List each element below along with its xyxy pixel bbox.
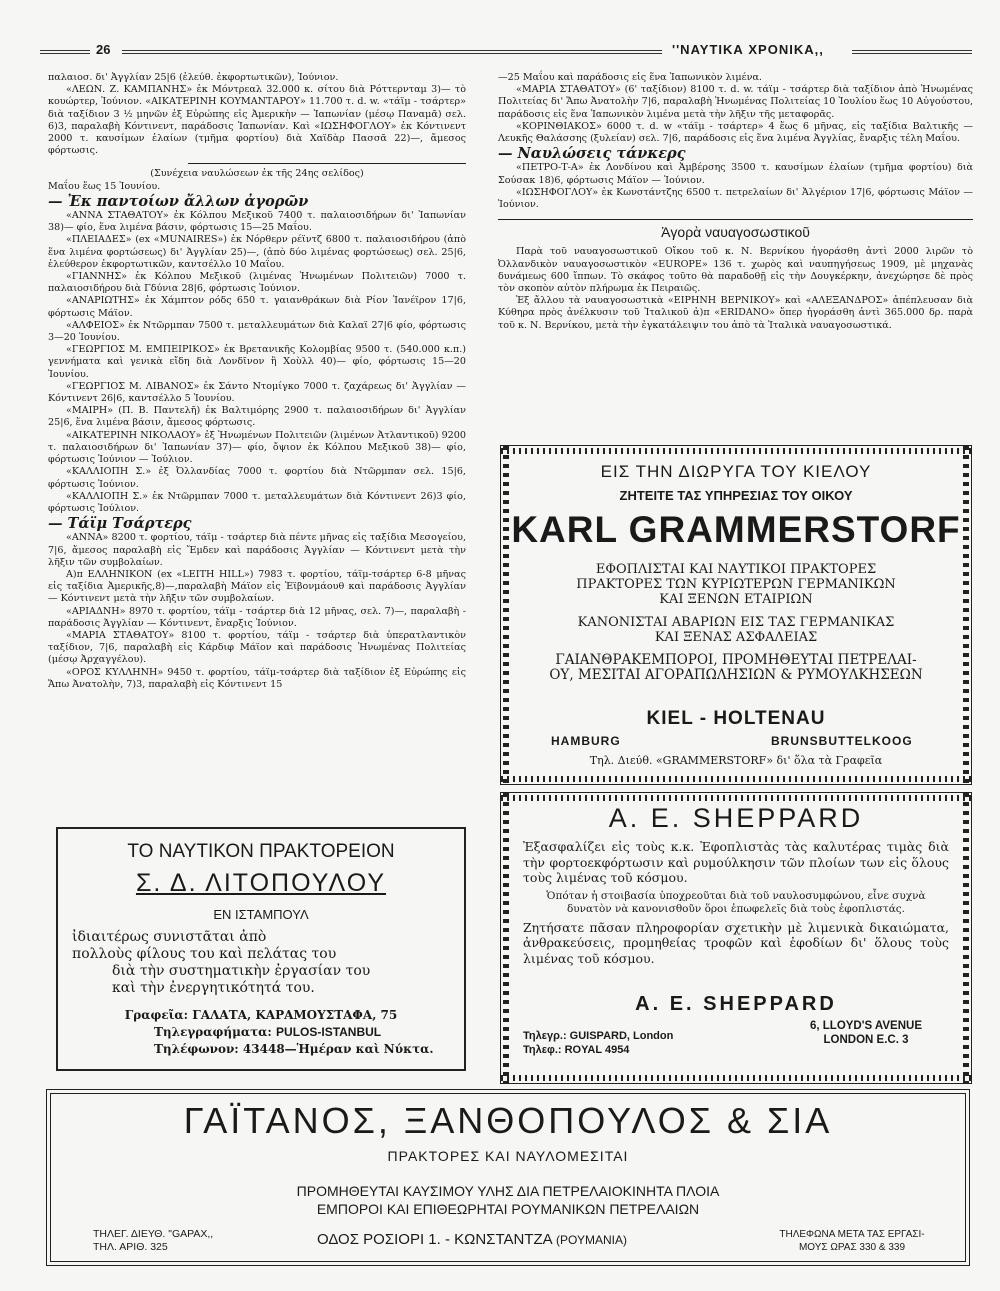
divider [188, 163, 466, 164]
ad-text-block [501, 562, 971, 683]
ad-border-pattern [963, 793, 969, 1083]
paragraph: «ΜΑΡΙΑ ΣΤΑΘΑΤΟΥ» 8100 τ. φορτίου, τάϊμ - τσάρτερ διὰ ὑπερατλαντικὸν ταξίδιον, 7|6, παραλαβὴ εἰς Κάρδιφ Μάϊον καὶ παράδοσις Ἡνωμένας Πολιτείας (μέσῳ Ἀρχαγγέλου). [48, 629, 466, 666]
header-rule [40, 50, 90, 54]
page-header [40, 42, 975, 62]
ad-border-pattern [501, 795, 971, 801]
ad-line: ΕΜΠΟΡΟΙ ΚΑΙ ΕΠΙΘΕΩΡΗΤΑΙ ΡΟΥΜΑΝΙΚΩΝ ΠΕΤΡΕΛΑΙΩΝ [316, 1201, 700, 1217]
paragraph: «ΠΕΤΡΟ-Τ-Α» ἐκ Λονδίνου καὶ Ἀμβέρσης 3500 τ. καυσίμων ἐλαίων (τμῆμα φορτίου) διὰ Σούσακ 18)6, φόρτωσις Μάϊον — Ἰούνιον. [498, 162, 973, 186]
ad-cities [501, 734, 971, 750]
ad-line: ΤΗΛΕΓ. ΔΙΕΥΘ. "GAPAX,, [93, 1228, 214, 1240]
ad-telegraph [93, 1228, 263, 1254]
section-heading: — Ἐκ παντοίων ἄλλων ἀγορῶν [48, 192, 309, 210]
ad-line: Ἐξασφαλίζει εἰς τοὺς κ.κ. Ἐφοπλιστὰς τὰς καλυτέρας τιμὰς διὰ τὴν φορτοεκφόρτωσιν καὶ ρυμούλκησιν τῶν πλοίων των εἰς ὅλους τοὺς λιμένας τοῦ κόσμου. [523, 839, 949, 885]
paragraph: «ΟΡΟΣ ΚΥΛΛΗΝΗ» 9450 τ. φορτίου, τάϊμ-τσάρτερ διὰ ταξίδιον ἐξ Εὐρώπης εἰς Ἄπω Ἀνατολὴν, 7)3, παραλαβὴ εἰς Κόντινεντ 15 [48, 666, 466, 690]
ad-value: 43448—Ἡμέραν καὶ Νύκτα. [242, 1042, 434, 1056]
paragraph: «ΠΛΕΙΑΔΕΣ» (ex «MUNAIRES») ἐκ Νόρθερν ρέϊντζ 6800 τ. παλαιοσιδήρου (ἀπὸ ἕνα λιμένα φορτώσεως) δι' Ἀγγλίαν 25)—, (ἀπὸ δύο λιμένας φορτώσεως) σελ. 25|6, ἐλεύθερον ἐκφορτωτικῶν, καντσέλλο 10 Μαΐου. [48, 234, 466, 270]
ad-location: KIEL - HOLTENAU [646, 708, 826, 729]
paragraph: «ΑΝΝΑ» 8200 τ. φορτίου, τάϊμ - τσάρτερ διὰ πέντε μῆνας εἰς ταξίδια Μεσογείου, 7|6, ἄμεσος παραλαβὴ εἰς Ἔμδεν καὶ παράδοσις Ἀγγλίαν — Κόντινεντ μετὰ τὴν λῆξιν τῶν συμβολαίων. [48, 532, 466, 568]
paragraph: «ΑΝΑΡΙΩΤΗΣ» ἐκ Χάμπτον ρόδς 650 τ. γαιανθράκων διὰ Ρίον Ἰανέϊρον 17|6, φόρτωσις Μάϊον. [48, 295, 466, 319]
ad-line: καὶ τὴν ἐνεργητικότητά του. [112, 980, 315, 996]
paragraph: —25 Μαΐου καὶ παράδοσις εἰς ἕνα Ἰαπωνικὸν λιμένα. [498, 72, 762, 83]
header-rule [122, 50, 662, 54]
ad-line: 6, LLOYD'S AVENUE [809, 1020, 922, 1032]
page-number: 26 [96, 42, 111, 57]
paragraph: Παρὰ τοῦ ναυαγοσωστικοῦ Οἴκου τοῦ κ. Ν. Βερνίκου ἠγοράσθη ἀντὶ 2000 λιρῶν τὸ Ὀλλανδικὸν ναυαγοσωστικὸν «EUROPE» 136 τ. χωρὸς καὶ ναυπηγήσεως 1909, μὲ μηχανὰς δυνάμεως 600 ἵππων. Τὸ σκάφος τοῦτο θὰ παραδοθῇ εἰς τὴν Δουγκέρκην, ἀνεχώρησε δὲ πρὸς τὸν σκοπὸν αὐτὸν πλήρωμα ἐκ Πειραιῶς. [498, 246, 973, 295]
newspaper-page [40, 32, 975, 1272]
ad-border-pattern [501, 448, 971, 454]
ad-gaitanos [46, 1089, 970, 1266]
ad-line: ΟΥ, ΜΕΣΙΤΑΙ ΑΓΟΡΑΠΩΛΗΣΙΩΝ & ΡΥΜΟΥΛΚΗΣΕΩΝ [549, 667, 923, 683]
ad-phones: ΤΗΛΕΦΩΝΑ ΜΕΤΑ ΤΑΣ ΕΡΓΑΣΙΜΟΥΣ ΩΡΑΣ 330 & 339 [779, 1229, 925, 1253]
ad-line: ΚΑΝΟΝΙΣΤΑΙ ΑΒΑΡΙΩΝ ΕΙΣ ΤΑΣ ΓΕΡΜΑΝΙΚΑΣ [577, 615, 895, 630]
paragraph: «ΛΕΩΝ. Ζ. ΚΑΜΠΑΝΗΣ» ἐκ Μόντρεαλ 32.000 κ. σίτου διὰ Ρόττερνταμ 3)— τὸ κουώρτερ, Ἰούνιον. «ΑΙΚΑΤΕΡΙΝΗ ΚΟΥΜΑΝΤΑΡΟΥ» 11.700 τ. d. w. «τάϊμ - τσάρτερ» διὰ ταξίδιον 3 ½ μηνῶν ἐξ Εὐρώπης εἰς Ἀμερικὴν — Ἰαπωνίαν (μέσῳ Παναμᾶ) σελ. 6)3, παραλαβὴ Κόντινεντ, παράδοσις Ἰαπωνίαν. Καὶ «ΙΩΣΗΦΟΓΛΟΥ» ἐκ Κόντινεντ 2000 τ. καυσίμων ἐλαίων (τμῆμα φορτίου) διὰ Χαϊδὰρ Πασσᾶ 22)—, ἄμεσος φόρτωσις. [48, 84, 466, 157]
ad-line: Ὁπόταν ἡ στοιβασία ὑποχρεοῦται διὰ τοῦ ναυλοσυμφώνου, εἶνε συχνὰ δυνατὸν νὰ κανονισθοῦν ὅροι ἐπωφελεῖς διὰ τοὺς ἐφοπλιστάς. [546, 889, 926, 915]
paragraph: «ΙΩΣΗΦΟΓΛΟΥ» ἐκ Κωνστάντζης 6500 τ. πετρελαίων δι' Ἀλγέριον 17|6, φόρτωσις Μάϊον — Ἰούνιον. [498, 186, 973, 211]
right-column [498, 72, 973, 332]
ad-subheadline: ΠΡΑΚΤΟΡΕΣ ΚΑΙ ΝΑΥΛΟΜΕΣΙΤΑΙ [387, 1148, 629, 1164]
paragraph: Μαΐου ἕως 15 Ἰουνίου. [48, 180, 161, 192]
ad-contacts [523, 1029, 783, 1057]
ad-line: ἰδιαιτέρως συνιστᾶται ἀπὸ [72, 929, 267, 945]
ad-line: LONDON E.C. 3 [823, 1034, 909, 1046]
ad-address [781, 1019, 951, 1047]
ad-line: ΚΑΙ ΞΕΝΩΝ ΕΤΑΙΡΙΩΝ [659, 592, 813, 607]
section-heading: Ἀγορὰ ναυαγοσωστικοῦ [661, 224, 810, 241]
paragraph: «ΓΕΩΡΓΙΟΣ Μ. ΕΜΠΕΙΡΙΚΟΣ» ἐκ Βρετανικῆς Κολομβίας 9500 τ. (540.000 κ.π.) γεννήματα καὶ γενικὰ εἴδη διὰ Λονδῖνον ἢ Χοὺλλ 40)— φίο, φόρτωσις 15—20 Ἰουνίου. [48, 344, 466, 380]
ad-grammerstorf [500, 445, 972, 785]
ad-line: διὰ τὴν συστηματικὴν ἐργασίαν του [112, 963, 371, 979]
paragraph: «ΜΑΙΡΗ» (Π. Β. Παντελῆ) ἐκ Βαλτιμόρης 2900 τ. παλαιοσιδήρων δι' Ἀγγλίαν 25|6, ἕνα λιμένα βάσιν, ἄμεσος φόρτωσις. [48, 405, 466, 429]
ad-line: ΠΡΑΚΤΟΡΕΣ ΤΩΝ ΚΥΡΙΩΤΕΡΩΝ ΓΕΡΜΑΝΙΚΩΝ [576, 577, 896, 592]
ad-country: (ΡΟΥΜΑΝΙΑ) [556, 1233, 627, 1247]
continuation-note: (Συνέχεια ναυλώσεων ἐκ τῆς 24ης σελίδος) [150, 168, 364, 180]
ad-label: Τηλεγραφήματα: [154, 1025, 272, 1039]
ad-label: Τηλέφωνον: [154, 1042, 239, 1056]
paragraph: «ΜΑΡΙΑ ΣΤΑΘΑΤΟΥ» (6' ταξίδιον) 8100 τ. d. w. τάϊμ - τσάρτερ διὰ ταξίδιον ἀπὸ Ἡνωμένας Πολιτείας δι' Ἄπω Ἀνατολὴν 7|6, παραλαβὴ Ἡνωμένας Πολιτείας 10 Ἰουλίου ἕως 10 Αὐγούστου, παράδοσις εἰς ἕνα Ἰαπωνικὸν λιμένα μετὰ τὴν λῆξιν τῆς μεταφορᾶς. [498, 84, 973, 120]
ad-value: ΓΑΛΑΤΑ, ΚΑΡΑΜΟΥΣΤΑΦΑ, 75 [192, 1008, 398, 1022]
paragraph: «ΑΝΝΑ ΣΤΑΘΑΤΟΥ» ἐκ Κόλπου Μεξικοῦ 7400 τ. παλαιοσιδήρων δι' Ἰαπωνίαν 38)— φίο, ἕνα λιμένα βάσιν, φόρτωσις 15—25 Μαΐου. [48, 210, 466, 234]
publication-title: ''ΝΑΥΤΙΚΑ ΧΡΟΝΙΚΑ,, [672, 42, 824, 57]
paragraph: παλαιοσ. δι' Ἀγγλίαν 25|6 (ἐλεύθ. ἐκφορτωτικῶν), Ἰούνιον. [48, 72, 339, 83]
paragraph: «ΓΕΩΡΓΙΟΣ Μ. ΛΙΒΑΝΟΣ» ἐκ Σάντο Ντομίγκο 7000 τ. ζαχάρεως δι' Ἀγγλίαν — Κόντινεντ 26|6, καντσέλλο 5 Ἰουνίου. [48, 380, 466, 405]
ad-address [317, 1231, 737, 1248]
ad-line: ΕΦΟΠΛΙΣΤΑΙ ΚΑΙ ΝΑΥΤΙΚΟΙ ΠΡΑΚΤΟΡΕΣ [595, 562, 877, 577]
ad-telegraph: Τηλ. Διεύθ. «GRAMMERSTORF» δι' ὅλα τὰ Γραφεῖα [589, 754, 883, 767]
ad-contacts [58, 1007, 464, 1058]
ad-brand-name-secondary: A. E. SHEPPARD [635, 993, 837, 1015]
paragraph: «ΑΡΙΑΔΝΗ» 8970 τ. φορτίου, τάϊμ - τσάρτερ διὰ 12 μῆνας, σελ. 7)—, παραλαβὴ - παράδοσις Ἀγγλίαν — Κόντινεντ, ἔναρξις Ἰούνιον. [48, 605, 466, 629]
ad-label: Γραφεῖα: [124, 1008, 189, 1022]
ad-headline: ΤΟ ΝΑΥΤΙΚΟΝ ΠΡΑΚΤΟΡΕΙΟΝ [127, 841, 395, 862]
ad-brand-name: A. E. SHEPPARD [608, 803, 864, 833]
ad-brand-name: ΓΑΪΤΑΝΟΣ, ΞΑΝΘΟΠΟΥΛΟΣ & ΣΙΑ [183, 1100, 833, 1141]
paragraph: «ΑΛΦΕΙΟΣ» ἐκ Ντῶρμπαν 7500 τ. μεταλλευμάτων διὰ Καλαϊ 27|6 φίο, φόρτωσις 3—20 Ἰουνίου. [48, 319, 466, 344]
ad-line: πολλοὺς φίλους του καὶ πελάτας του [72, 946, 337, 962]
paragraph: «ΓΙΑΝΝΗΣ» ἐκ Κόλπου Μεξικοῦ (λιμένας Ἡνωμένων Πολιτειῶν) 7000 τ. παλαιοσιδήρου διὰ Γδύνια 28|6, φόρτωσις Ἰούνιον. [48, 271, 466, 295]
paragraph: «ΚΑΛΛΙΟΠΗ Σ.» ἐξ Ὀλλανδίας 7000 τ. φορτίου διὰ Ντῶρμπαν σελ. 15|6, φόρτωσις Ἰούνιον. [48, 466, 466, 490]
divider [498, 219, 973, 220]
header-rule [852, 50, 972, 54]
section-heading: — Τάϊμ Τσάρτερς [48, 515, 192, 533]
ad-city: HAMBURG [551, 734, 621, 748]
ad-line: ΤΗΛ. ΑΡΙΘ. 325 [93, 1241, 168, 1253]
ad-border-pattern [501, 776, 971, 782]
paragraph: «ΚΑΛΛΙΟΠΗ Σ.» ἐκ Ντῶρμπαν 7000 τ. μεταλλευμάτων διὰ Κόντινεντ 26)3 φίο, φόρτωσις Ἰούλιον. [48, 490, 466, 514]
ad-subheadline: ΖΗΤΕΙΤΕ ΤΑΣ ΥΠΗΡΕΣΙΑΣ ΤΟΥ ΟΙΚΟΥ [619, 488, 853, 503]
paragraph: Α)π ΕΛΛΗΝΙΚΟΝ (ex «LEITH HILL») 7983 τ. φορτίου, τάϊμ-τσάρτερ 6-8 μῆνας εἰς ταξίδια Ἀμερικῆς,8)—,παραλαβὴ Μάϊον εἰς Ἐϊβονμάουθ καὶ παράδοσις Ἀγγλίαν — Κόντινεντ μετὰ τὴν λῆξιν τῶν συμβολαίων. [48, 568, 466, 605]
section-heading: — Ναυλώσεις τάνκερς [498, 145, 686, 163]
ad-line: Τηλεφ.: ROYAL 4954 [523, 1044, 630, 1056]
ad-border-pattern [501, 1075, 971, 1081]
ad-text-block [72, 929, 452, 997]
ad-line: Τηλεγρ.: GUISPARD, London [523, 1030, 674, 1042]
paragraph: Ἐξ ἄλλου τὰ ναυαγοσωστικὰ «ΕΙΡΗΝΗ ΒΕΡΝΙΚΟΥ» καὶ «ΑΛΕΞΑΝΔΡΟΣ» ἀπέπλευσαν διὰ Κύθηρα πρὸς ἀνέλκυσιν τοῦ Ἰταλικοῦ ἀ)π «ERIDANO» ὅπερ ἠγοράσθη ἀντὶ 365.000 δρ. παρὰ τοῦ κ. Ν. Βερνίκου, μετὰ τὴν ἐγκατάλειψιν του ἀπὸ τὰ Ἰταλικὰ ναυαγοσωστικά. [498, 295, 973, 331]
ad-street: ΟΔΟΣ ΡΟΣΙΟΡΙ 1. - ΚΩΝΣΤΑΝΤΖΑ [317, 1231, 552, 1248]
ad-city: BRUNSBUTTELKOOG [771, 734, 913, 748]
ad-sheppard [500, 792, 972, 1084]
paragraph: «ΑΙΚΑΤΕΡΙΝΗ ΝΙΚΟΛΑΟΥ» ἐξ Ἡνωμένων Πολιτειῶν (λιμένων Ἀτλαντικοῦ) 9200 τ. παλαιοσιδήρων δι' Ἰαπωνίαν 37)— φίο, ὄψιον ἐκ Κόλπου Μεξικοῦ 38)— φίο, φόρτωσις Ἰούνιον — Ἰούλιον. [48, 429, 466, 466]
ad-location: ΕΝ ΙΣΤΑΜΠΟΥΛ [213, 907, 309, 922]
ad-line: Ζητήσατε πᾶσαν πληροφορίαν σχετικὴν μὲ λιμενικὰ δικαιώματα, ἀνθρακεύσεις, προμηθείας τροφῶν καὶ ἐφοδίων δι' ὅλους τοὺς λιμένας τοῦ κόσμου. [523, 919, 949, 966]
ad-headline: ΕΙΣ ΤΗΝ ΔΙΩΡΥΓΑ ΤΟΥ ΚΙΕΛΟΥ [600, 462, 872, 481]
ad-border-pattern [503, 793, 509, 1083]
ad-line: ΚΑΙ ΞΕΝΑΣ ΑΣΦΑΛΕΙΑΣ [654, 630, 818, 645]
ad-brand-name: KARL GRAMMERSTORF [511, 509, 961, 550]
ad-litopoulos [56, 827, 466, 1071]
left-column [48, 72, 466, 691]
ad-text-block [523, 839, 949, 966]
ad-line: ΠΡΟΜΗΘΕΥΤΑΙ ΚΑΥΣΙΜΟΥ ΥΛΗΣ ΔΙΑ ΠΕΤΡΕΛΑΙΟΚΙΝΗΤΑ ΠΛΟΙΑ [296, 1183, 720, 1199]
ad-brand-name: Σ. Δ. ΛΙΤΟΠΟΥΛΟΥ [135, 869, 387, 897]
ad-line: ΓΑΙΑΝΘΡΑΚΕΜΠΟΡΟΙ, ΠΡΟΜΗΘΕΥΤΑΙ ΠΕΤΡΕΛΑΙ- [555, 652, 917, 668]
paragraph: «ΚΟΡΙΝΘΙΑΚΟΣ» 6000 τ. d. w «τάϊμ - τσάρτερ» 4 ἕως 6 μῆνας, εἰς ταξίδια Βαλτικῆς — Λευκῆς Θαλάσσης (ξυλείαν) σελ. 7|6, παράδοσις εἰς ἕνα λιμένα Ἀγγλίας, ἔναρξις τέλη Μαΐου. [498, 120, 973, 145]
ad-value: PULOS-ISTANBUL [276, 1025, 382, 1039]
ad-text-block [47, 1182, 969, 1218]
